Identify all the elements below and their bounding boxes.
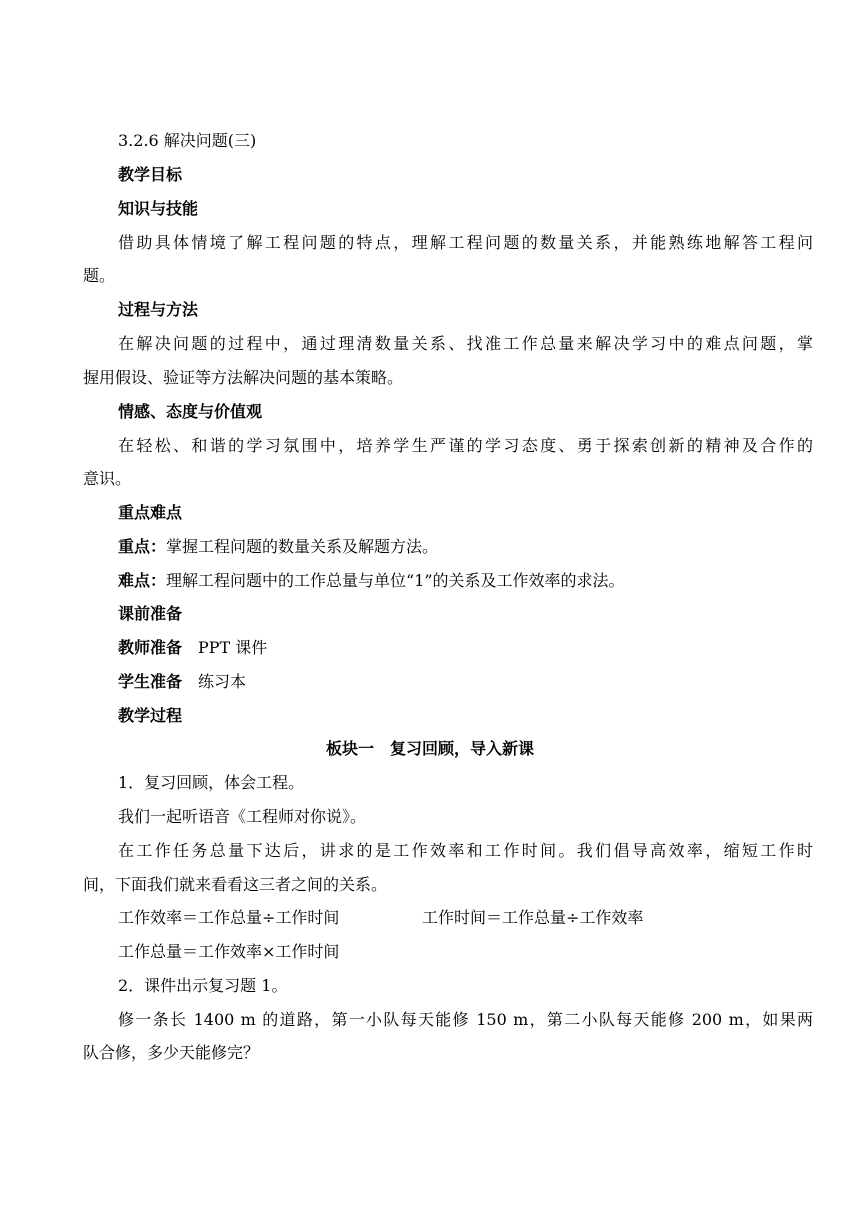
key-point-line	[118, 537, 438, 557]
formula-efficiency: 工作效率＝工作总量÷工作时间	[118, 908, 340, 927]
subheading-emotion-values: 情感、态度与价值观	[118, 402, 263, 421]
review-problem-line2: 队合修，多少天能修完？	[83, 1043, 260, 1062]
student-prep-line	[118, 672, 246, 692]
heading-teaching-process: 教学过程	[118, 706, 183, 725]
step-1-text-line2: 间，下面我们就来看看这三者之间的关系。	[83, 875, 388, 894]
key-point-text: 掌握工程问题的数量关系及解题方法。	[166, 537, 439, 556]
paragraph-knowledge-line2: 题。	[83, 266, 116, 285]
paragraph-process-line2: 握用假设、验证等方法解决问题的基本策略。	[83, 368, 404, 387]
review-problem-line1: 修一条长 1400 m 的道路，第一小队每天能修 150 m，第二小队每天能修 200 m，如果两	[118, 1010, 813, 1029]
heading-teaching-goals: 教学目标	[118, 165, 183, 184]
teacher-prep-label: 教师准备	[118, 638, 183, 657]
lesson-title: 3.2.6 解决问题(三)	[118, 131, 257, 150]
step-1: 1．复习回顾，体会工程。	[118, 773, 305, 792]
difficulty-text: 理解工程问题中的工作总量与单位“1”的关系及工作效率的求法。	[166, 571, 625, 590]
paragraph-process-line1: 在解决问题的过程中，通过理清数量关系、找准工作总量来解决学习中的难点问题，掌	[118, 334, 813, 353]
heading-key-points: 重点难点	[118, 503, 183, 522]
key-point-label: 重点：	[118, 537, 167, 556]
formula-total: 工作总量＝工作效率×工作时间	[118, 942, 340, 961]
section-heading-1: 板块一 复习回顾，导入新课	[325, 739, 534, 758]
heading-preparation: 课前准备	[118, 604, 183, 623]
student-prep-label: 学生准备	[118, 672, 183, 691]
formula-time: 工作时间＝工作总量÷工作效率	[422, 908, 644, 927]
subheading-process-methods: 过程与方法	[118, 300, 199, 319]
paragraph-emotion-line2: 意识。	[83, 469, 132, 488]
step-2: 2．课件出示复习题 1。	[118, 976, 288, 995]
difficulty-label: 难点：	[118, 571, 167, 590]
teacher-prep-line	[118, 638, 267, 658]
step-1-audio: 我们一起听语音《工程师对你说》。	[118, 807, 367, 826]
paragraph-knowledge-line1: 借助具体情境了解工程问题的特点，理解工程问题的数量关系，并能熟练地解答工程问	[118, 233, 813, 252]
paragraph-emotion-line1: 在轻松、和谐的学习氛围中，培养学生严谨的学习态度、勇于探索创新的精神及合作的	[118, 436, 813, 455]
student-prep-text: 练习本	[198, 672, 247, 691]
difficulty-line	[118, 571, 625, 591]
teacher-prep-text: PPT 课件	[198, 638, 268, 657]
step-1-text-line1: 在工作任务总量下达后，讲求的是工作效率和工作时间。我们倡导高效率，缩短工作时	[118, 841, 813, 860]
subheading-knowledge-skills: 知识与技能	[118, 199, 199, 218]
